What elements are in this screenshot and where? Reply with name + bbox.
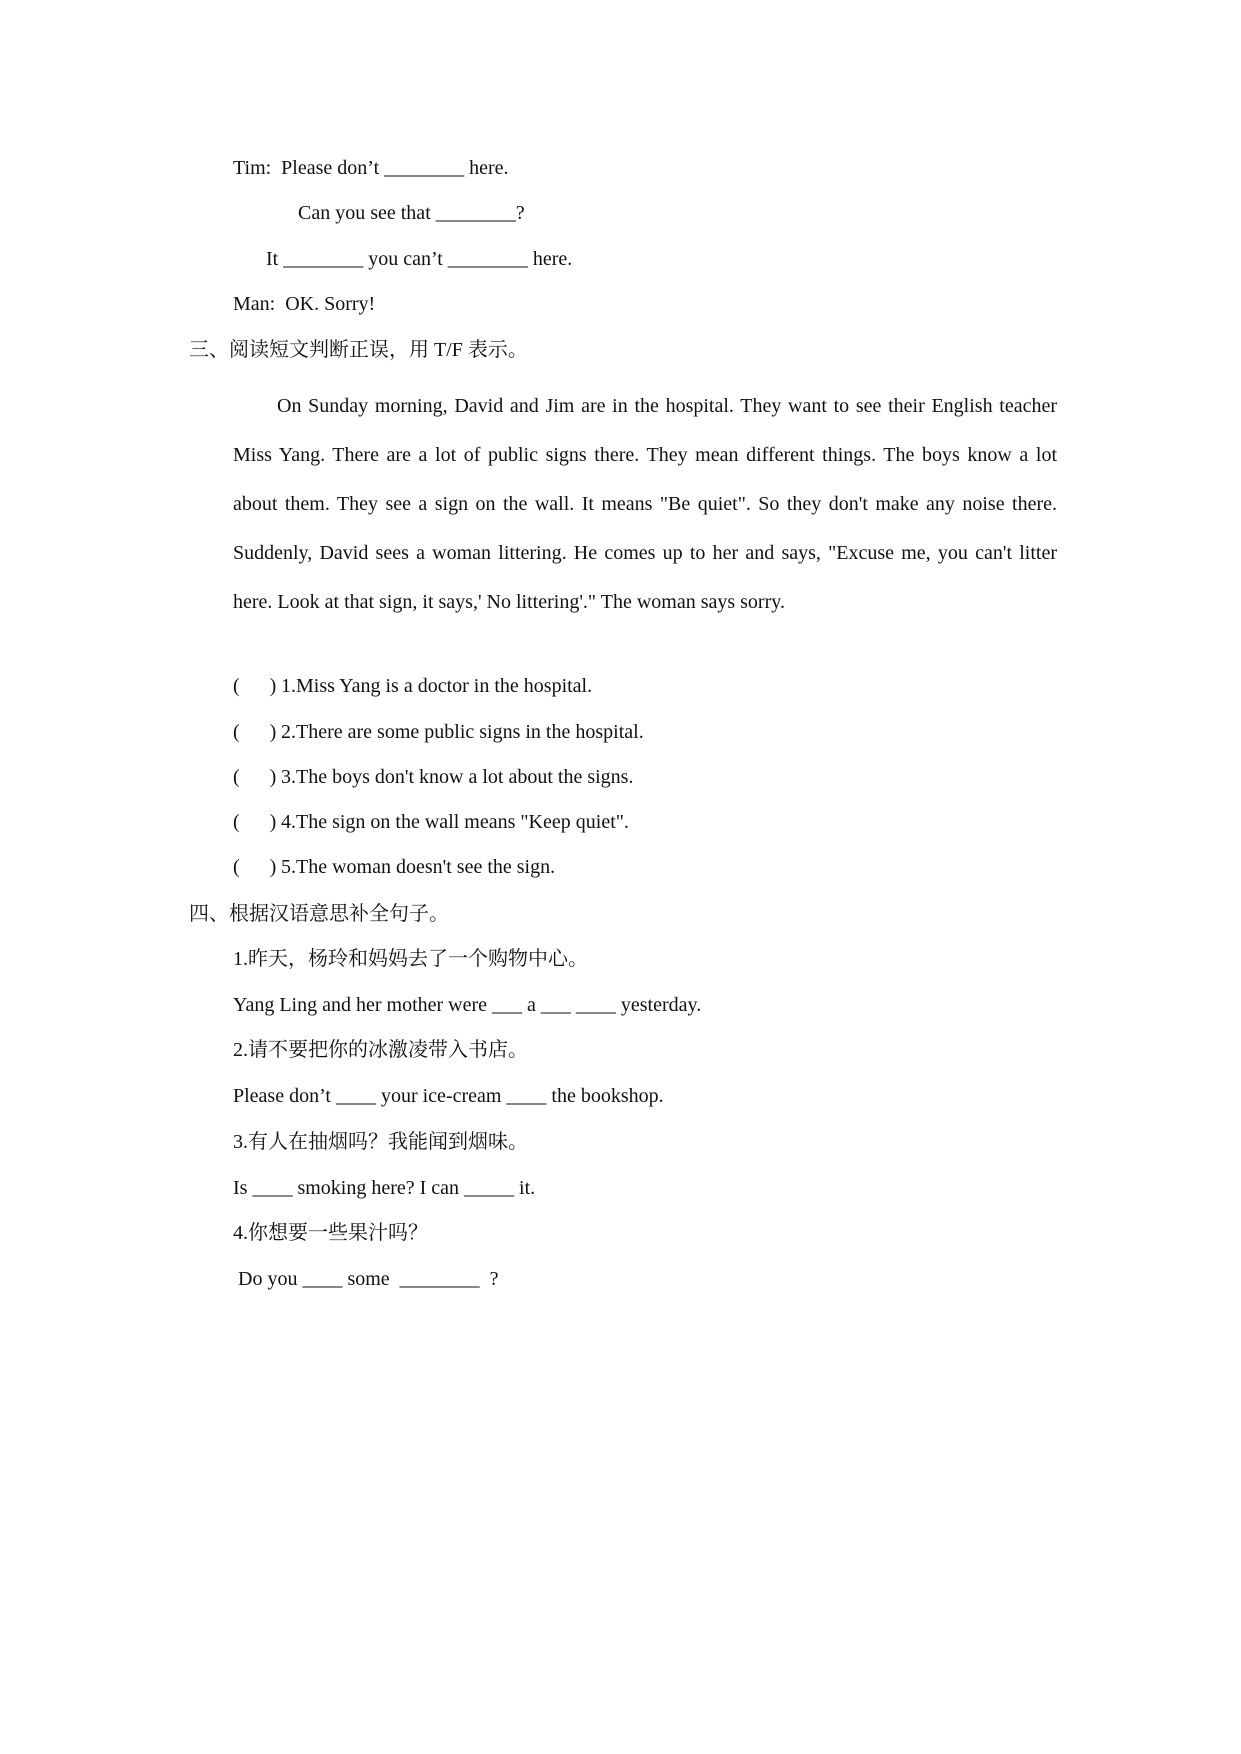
dialogue-line-sign: Can you see that ________? bbox=[298, 202, 525, 224]
dialogue-line-tim: Tim: Please don’t ________ here. bbox=[233, 157, 509, 179]
english-sentence: Yang Ling and her mother were ___ a ___ ____ yesterday. bbox=[233, 994, 702, 1016]
dialogue-line-man: Man: OK. Sorry! bbox=[233, 293, 376, 315]
english-sentence: Do you ____ some ________ ? bbox=[233, 1268, 499, 1290]
chinese-prompt: 1.昨天，杨玲和妈妈去了一个购物中心。 bbox=[233, 948, 588, 970]
section-3-heading: 三、阅读短文判断正误，用 T/F 表示。 bbox=[189, 339, 528, 361]
tf-question: ( ) 4.The sign on the wall means "Keep quiet". bbox=[233, 811, 629, 833]
tf-question: ( ) 2.There are some public signs in the hospital. bbox=[233, 721, 644, 743]
tf-question: ( ) 1.Miss Yang is a doctor in the hospital. bbox=[233, 675, 593, 697]
english-sentence: Please don’t ____ your ice-cream ____ the bookshop. bbox=[233, 1085, 664, 1107]
chinese-prompt: 2.请不要把你的冰激凌带入书店。 bbox=[233, 1039, 528, 1061]
dialogue-line-it: It ________ you can’t ________ here. bbox=[266, 248, 573, 270]
tf-question: ( ) 3.The boys don't know a lot about the signs. bbox=[233, 766, 634, 788]
chinese-prompt: 4.你想要一些果汁吗？ bbox=[233, 1222, 428, 1244]
chinese-prompt: 3.有人在抽烟吗？我能闻到烟味。 bbox=[233, 1131, 528, 1153]
tf-question: ( ) 5.The woman doesn't see the sign. bbox=[233, 856, 556, 878]
english-sentence: Is ____ smoking here? I can _____ it. bbox=[233, 1177, 536, 1199]
reading-passage: On Sunday morning, David and Jim are in the hospital. They want to see their English teacher Miss Yang. There are a lot of public signs there. They mean different things. The boys know a lot about them. They see a sign on the wall. It means "Be quiet". So they don't make any noise there. Suddenly, David sees a woman littering. He comes up to her and says, "Excuse me, you can't litter here. Look at that sign, it says,' No littering'." The woman says sorry. bbox=[233, 395, 1057, 613]
section-4-heading: 四、根据汉语意思补全句子。 bbox=[189, 903, 449, 925]
